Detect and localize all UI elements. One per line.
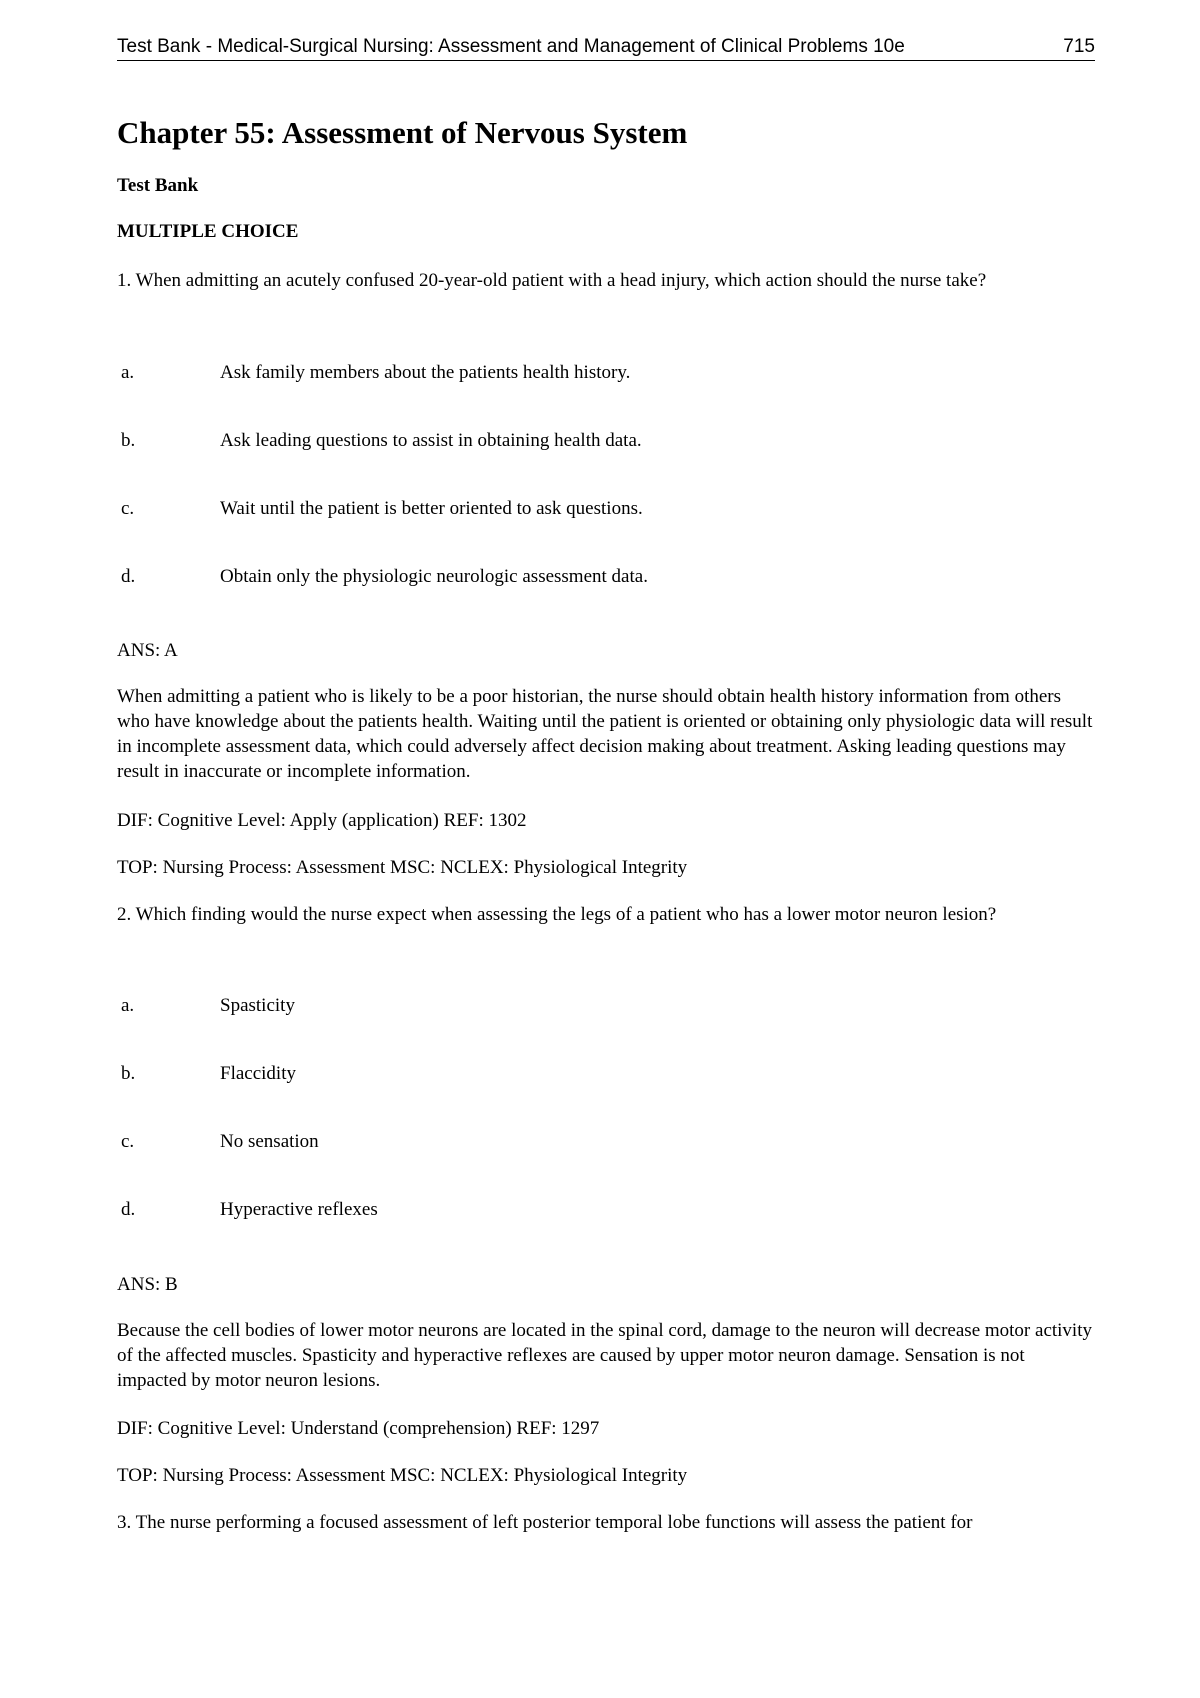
question-2-answer: ANS: B <box>117 1274 178 1295</box>
question-1-stem: 1. When admitting an acutely confused 20-year-old patient with a head injury, which action should the nurse take? <box>117 270 987 291</box>
option-letter: c. <box>121 1131 135 1152</box>
question-1-option-c <box>117 496 1097 521</box>
question-1-option-d <box>117 564 1097 589</box>
section-title: Test Bank <box>117 175 199 196</box>
option-letter: b. <box>121 430 136 451</box>
question-1-difficulty: DIF: Cognitive Level: Apply (application) REF: 1302 <box>117 810 527 831</box>
question-1-topic: TOP: Nursing Process: Assessment MSC: NCLEX: Physiological Integrity <box>117 857 688 878</box>
option-text: Wait until the patient is better oriented to ask questions. <box>220 498 643 519</box>
question-2-option-b <box>117 1061 1097 1086</box>
option-text: Ask family members about the patients health history. <box>220 362 631 383</box>
question-3-stem: 3. The nurse performing a focused assessment of left posterior temporal lobe functions will assess the patient for <box>117 1512 973 1533</box>
question-2-stem: 2. Which finding would the nurse expect when assessing the legs of a patient who has a lower motor neuron lesion? <box>117 904 997 925</box>
option-text: Hyperactive reflexes <box>220 1199 378 1220</box>
option-text: No sensation <box>220 1131 319 1152</box>
subsection-title: MULTIPLE CHOICE <box>117 221 299 242</box>
page-number: 715 <box>1063 36 1095 57</box>
question-2-option-a <box>117 993 1097 1018</box>
option-letter: a. <box>121 362 135 383</box>
question-2-option-d <box>117 1197 1097 1222</box>
option-letter: c. <box>121 498 135 519</box>
question-1-answer: ANS: A <box>117 640 178 661</box>
option-text: Flaccidity <box>220 1063 296 1084</box>
question-2-rationale: Because the cell bodies of lower motor neurons are located in the spinal cord, damage to the neuron will decrease motor activity of the affected muscles. Spasticity and hyperactive reflexes are caused by upper motor neuron damage. Sensation is not impacted by motor neuron lesions. <box>117 1320 1092 1391</box>
option-text: Ask leading questions to assist in obtaining health data. <box>220 430 642 451</box>
header-title: Test Bank - Medical-Surgical Nursing: Assessment and Management of Clinical Problems 10e <box>117 36 905 57</box>
question-1-option-a <box>117 360 1097 385</box>
option-letter: d. <box>121 566 136 587</box>
question-2-option-c <box>117 1129 1097 1154</box>
running-header <box>117 36 1095 61</box>
question-2-topic: TOP: Nursing Process: Assessment MSC: NCLEX: Physiological Integrity <box>117 1465 688 1486</box>
option-letter: a. <box>121 995 135 1016</box>
option-text: Spasticity <box>220 995 295 1016</box>
option-text: Obtain only the physiologic neurologic assessment data. <box>220 566 648 587</box>
option-letter: d. <box>121 1199 136 1220</box>
question-1-option-b <box>117 428 1097 453</box>
option-letter: b. <box>121 1063 136 1084</box>
question-1-rationale: When admitting a patient who is likely to be a poor historian, the nurse should obtain health history information from others who have knowledge about the patients health. Waiting until the patient is oriented or obtaining only physiologic data will result in incomplete assessment data, which could adversely affect decision making about treatment. Asking leading questions may result in inaccurate or incomplete information. <box>117 686 1093 782</box>
chapter-title: Chapter 55: Assessment of Nervous System <box>117 115 688 150</box>
question-2-difficulty: DIF: Cognitive Level: Understand (comprehension) REF: 1297 <box>117 1418 600 1439</box>
